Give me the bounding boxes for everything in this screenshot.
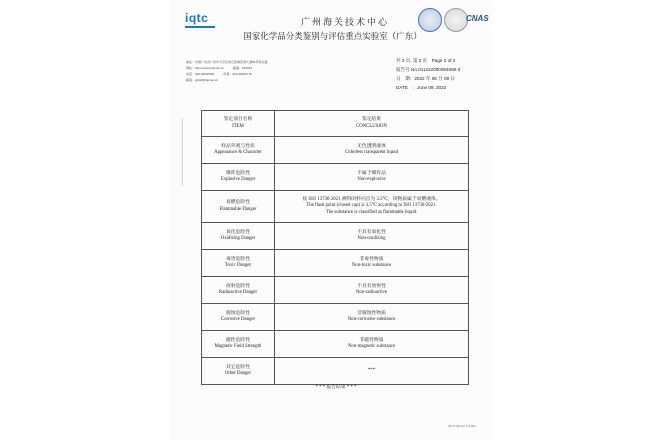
row-item-cn: 爆炸危险性 xyxy=(226,170,250,176)
form-code: IQTC-QP 07-1.0-001 xyxy=(448,424,476,428)
row-conclusion-value: *** xyxy=(367,367,376,373)
table-row xyxy=(202,304,469,331)
page-number: 共 2 页, 第 2 页 Page 2 of 2 xyxy=(396,58,456,63)
seal-stamp xyxy=(164,118,183,186)
table-row xyxy=(202,250,469,277)
table-row xyxy=(202,223,469,250)
contact-address: 地址：中国广东省广州市天河区珠江新城花城大道66号海关楼 xyxy=(186,60,268,64)
row-item-en: Flammable Danger xyxy=(219,206,257,212)
row-conclusion-cn: 非磁性物质 xyxy=(359,337,384,343)
row-conclusion-en: Non-explosive xyxy=(357,177,386,182)
conclusion-table xyxy=(201,110,469,385)
row-item-cn: 氧化危险性 xyxy=(226,229,250,235)
row-item xyxy=(202,304,275,331)
conclusion-header-en: CONCLUSION xyxy=(356,123,387,129)
item-header-en: ITEM xyxy=(232,123,244,129)
row-item xyxy=(202,223,275,250)
org-title: 广州海关技术中心 xyxy=(300,17,389,27)
report-number: 报告号 No.011422000084696-3 xyxy=(396,67,461,72)
row-item-cn: 毒害危险性 xyxy=(226,256,250,262)
row-item xyxy=(202,137,275,164)
row-conclusion-cn: 不具有放射性 xyxy=(357,283,386,289)
row-item-cn: 磁性危险性 xyxy=(226,337,250,343)
row-item-en: Other Danger xyxy=(224,371,252,376)
table-row xyxy=(202,358,469,385)
row-conclusion-en: Non-radioactive xyxy=(355,290,388,295)
row-conclusion xyxy=(275,358,469,385)
row-item xyxy=(202,331,275,358)
row-conclusion-en: Non-magnetic substance xyxy=(347,344,396,349)
row-conclusion-cn: 不具有氧化性 xyxy=(357,229,386,235)
contact-email: 邮箱：gzdtc@iqtcnet.cn xyxy=(186,78,219,82)
row-item xyxy=(202,358,275,385)
row-conclusion-en-2: The substance is classified as flammable liquid. xyxy=(325,209,418,215)
row-conclusion xyxy=(275,137,469,164)
contact-phone: 电话：020-38290691 传真：020-38290778 xyxy=(186,72,252,76)
item-header xyxy=(202,111,275,137)
row-conclusion xyxy=(275,223,469,250)
table-row xyxy=(202,331,469,358)
cnas-logo: CNAS xyxy=(466,14,489,23)
row-item xyxy=(202,277,275,304)
row-item-en: Explosive Danger xyxy=(220,177,256,182)
table-row xyxy=(202,137,469,164)
cma-seal-icon xyxy=(444,8,468,32)
row-item-cn: 其它危险性 xyxy=(226,364,250,370)
row-conclusion-cn: 非腐蚀性物质 xyxy=(357,310,386,316)
report-date-cn: 日 期：2022 年 06 月 09 日 xyxy=(396,76,455,81)
row-conclusion xyxy=(275,250,469,277)
end-of-report: * * * 报告结束 * * * xyxy=(315,385,357,390)
row-conclusion-en: Non-toxic substance xyxy=(351,263,392,268)
row-conclusion-en: The flash point (closed cup) is 3.5℃ according to ISO 13736-2021. xyxy=(306,203,437,209)
conclusion-header-cn: 鉴定结果 xyxy=(361,117,382,123)
row-conclusion-cn: 按 ISO 13736-2021 测得闭杯闪点为 3.5℃，该物质属于易燃液体。 xyxy=(302,197,441,203)
row-conclusion xyxy=(275,331,469,358)
row-item xyxy=(202,250,275,277)
item-header-cn: 鉴定项目名称 xyxy=(223,117,253,123)
row-conclusion xyxy=(275,191,469,223)
row-item-en: Oxidizing Danger xyxy=(220,236,256,241)
row-conclusion-cn: 不属于爆炸品 xyxy=(357,170,386,176)
table-row xyxy=(202,164,469,191)
row-item-en: Toxic Danger xyxy=(224,263,252,268)
row-conclusion xyxy=(275,164,469,191)
row-conclusion-cn: 无色透明液体 xyxy=(357,143,386,149)
row-conclusion xyxy=(275,277,469,304)
row-item xyxy=(202,164,275,191)
ilac-mra-seal-icon xyxy=(418,8,442,32)
logo-underline xyxy=(185,26,215,28)
contact-website: 网址：https://www.iqtcnet.cn 邮编：510623 xyxy=(186,66,253,70)
row-item-en: Corrosive Danger xyxy=(220,317,256,322)
row-item-cn: 腐蚀危险性 xyxy=(226,310,250,316)
row-item-cn: 易燃危险性 xyxy=(226,200,250,206)
conclusion-header xyxy=(275,111,469,137)
row-item-en: Appearance & Character xyxy=(214,150,262,155)
table-header-row xyxy=(202,111,469,137)
row-conclusion-en: Colorless transparent liquid xyxy=(344,150,399,155)
lab-title: 国家化学品分类鉴别与评估重点实验室（广东） xyxy=(243,31,422,41)
iqtc-logo: iqtc xyxy=(185,11,209,25)
row-item-en: Magnetic Field Strength xyxy=(214,344,262,349)
row-conclusion-cn: 非毒性物质 xyxy=(359,256,384,262)
row-conclusion xyxy=(275,304,469,331)
row-conclusion-en: Non-corrosive substance xyxy=(347,317,396,322)
row-item-en: Radioactive Danger xyxy=(218,290,258,295)
row-item xyxy=(202,191,275,223)
report-date-en: DATE ：June 09, 2022 xyxy=(396,85,447,90)
table-row xyxy=(202,191,469,223)
row-item-cn: 放射危险性 xyxy=(226,283,250,289)
row-item-cn: 样品外观与性状 xyxy=(221,143,255,149)
table-row xyxy=(202,277,469,304)
row-conclusion-en: Non-oxidizing xyxy=(357,236,386,241)
